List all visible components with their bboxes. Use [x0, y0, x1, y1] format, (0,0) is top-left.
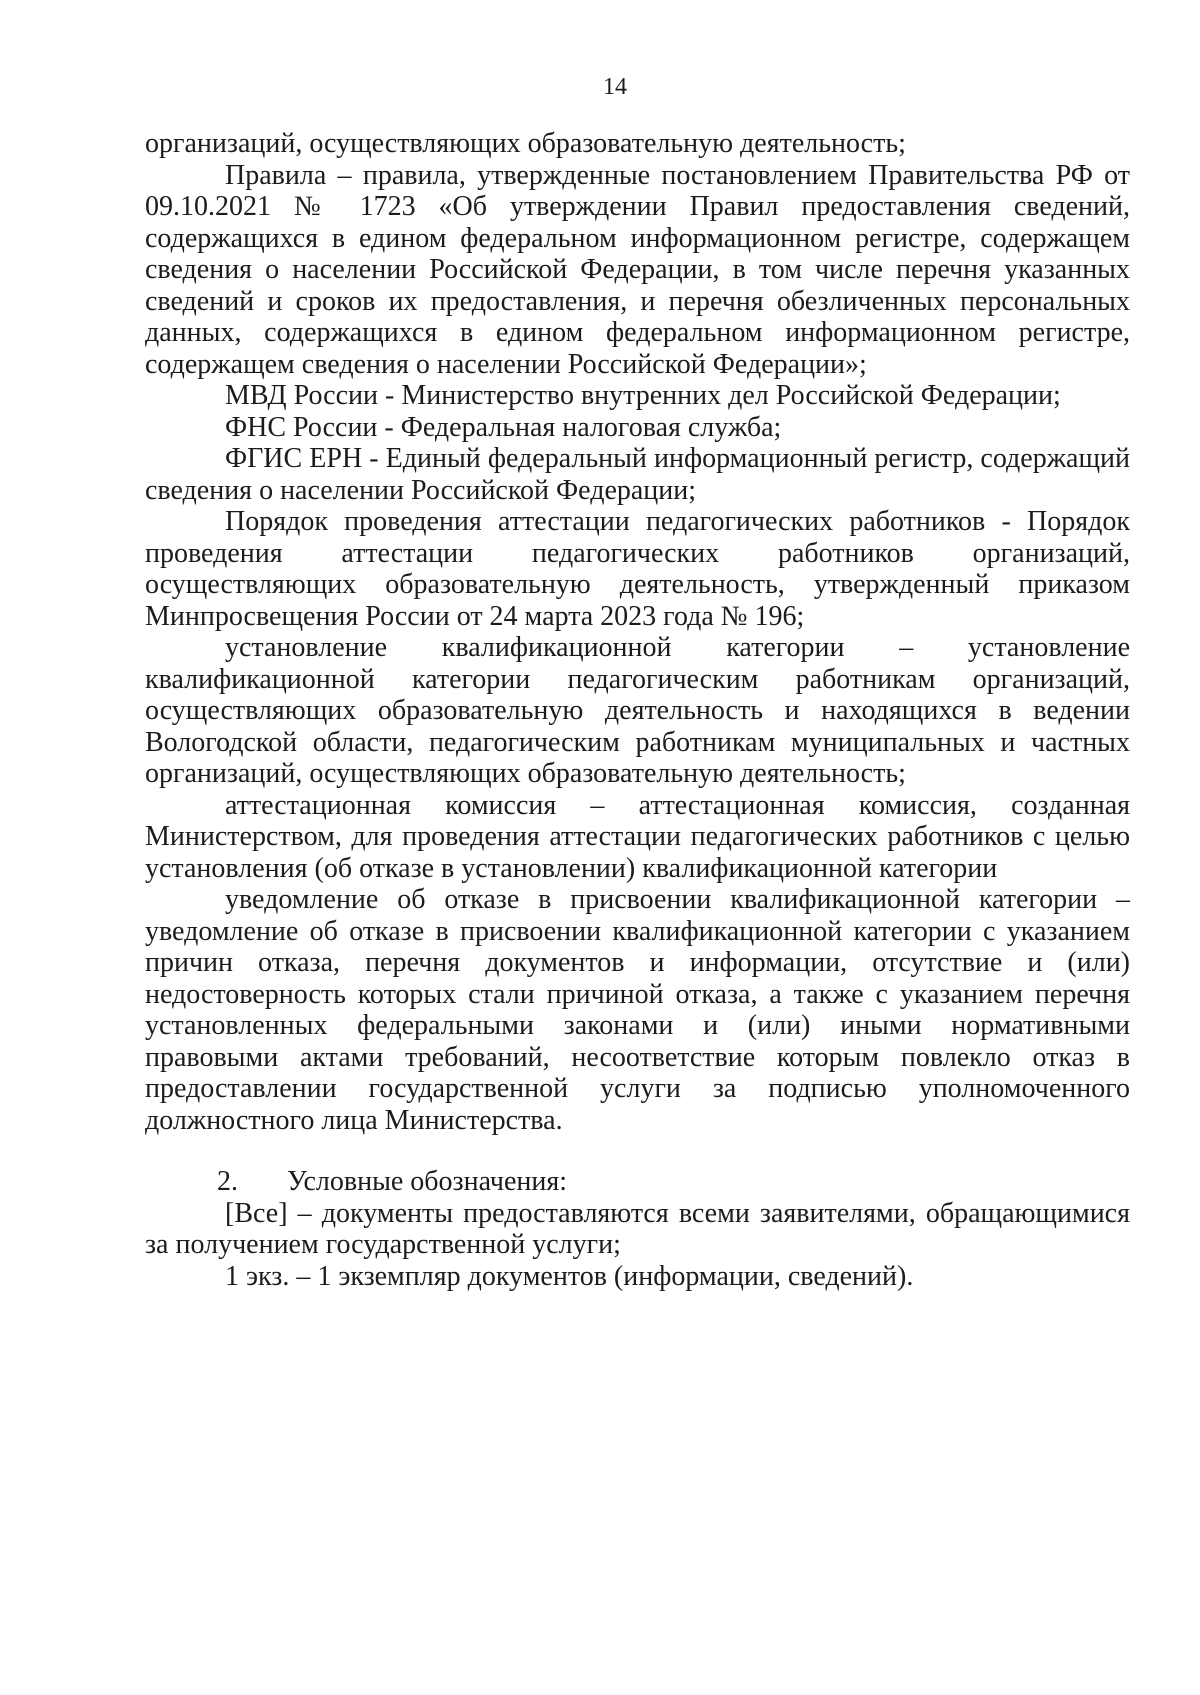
- page-number: 14: [603, 74, 627, 100]
- paragraph-continuation: организаций, осуществляющих образовательную деятельность;: [145, 128, 906, 159]
- section-2-heading: [145, 1166, 1130, 1198]
- definition-rules: Правила – правила, утвержденные постановлением Правительства РФ от 09.10.2021 № 1723 «Об утверждении Правил предоставления сведений, содержащихся в едином федеральном информационном регистре, содержащем сведения о населении Российской Федерации, в том числе перечня указанных сведений и сроков их предоставления, и перечня обезличенных персональных данных, содержащихся в едином федеральном информационном регистре, содержащем сведения о населении Российской Федерации»;: [145, 159, 1130, 380]
- definition-refusal-notice: уведомление об отказе в присвоении квалификационной категории – уведомление об отказе в присвоении квалификационной категории с указанием причин отказа, перечня документов и информации, отсутствие и (или) недостоверность которых стали причиной отказа, а также с указанием перечня установленных федеральными законами и (или) иными нормативными правовыми актами требований, несоответствие которым повлекло отказ в предоставлении государственной услуги за подписью уполномоченного должностного лица Министерства.: [145, 884, 1130, 1136]
- section-2-title: Условные обозначения:: [287, 1166, 568, 1197]
- legend-item-all: [Все] – документы предоставляются всеми заявителями, обращающимися за получением государственной услуги;: [145, 1197, 1130, 1260]
- definition-attestation-procedure: Порядок проведения аттестации педагогических работников - Порядок проведения аттестации педагогических работников организаций, осуществляющих образовательную деятельность, утвержденный приказом Минпросвещения России от 24 марта 2023 года № 196;: [145, 506, 1130, 632]
- definition-fns: ФНС России - Федеральная налоговая служба;: [225, 411, 782, 443]
- section-2-number: 2.: [217, 1166, 238, 1197]
- section-spacer: [145, 1136, 1130, 1166]
- page-content: [145, 128, 1130, 1292]
- definition-attestation-commission: аттестационная комиссия – аттестационная комиссия, созданная Министерством, для проведения аттестации педагогических работников с целью установления (об отказе в установлении) квалификационной категории: [145, 789, 1130, 884]
- legend-item-copy: 1 экз. – 1 экземпляр документов (информации, сведений).: [225, 1260, 914, 1292]
- definition-category-establishment: установление квалификационной категории – установление квалификационной категории педагогическим работникам организаций, осуществляющих образовательную деятельность и находящихся в ведении Вологодской области, педагогическим работникам муниципальных и частных организаций, осуществляющих образовательную деятельность;: [145, 632, 1130, 789]
- definition-fgis-ern: ФГИС ЕРН - Единый федеральный информационный регистр, содержащий сведения о населении Российской Федерации;: [145, 443, 1130, 506]
- definition-mvd: МВД России - Министерство внутренних дел Российской Федерации;: [225, 380, 1061, 411]
